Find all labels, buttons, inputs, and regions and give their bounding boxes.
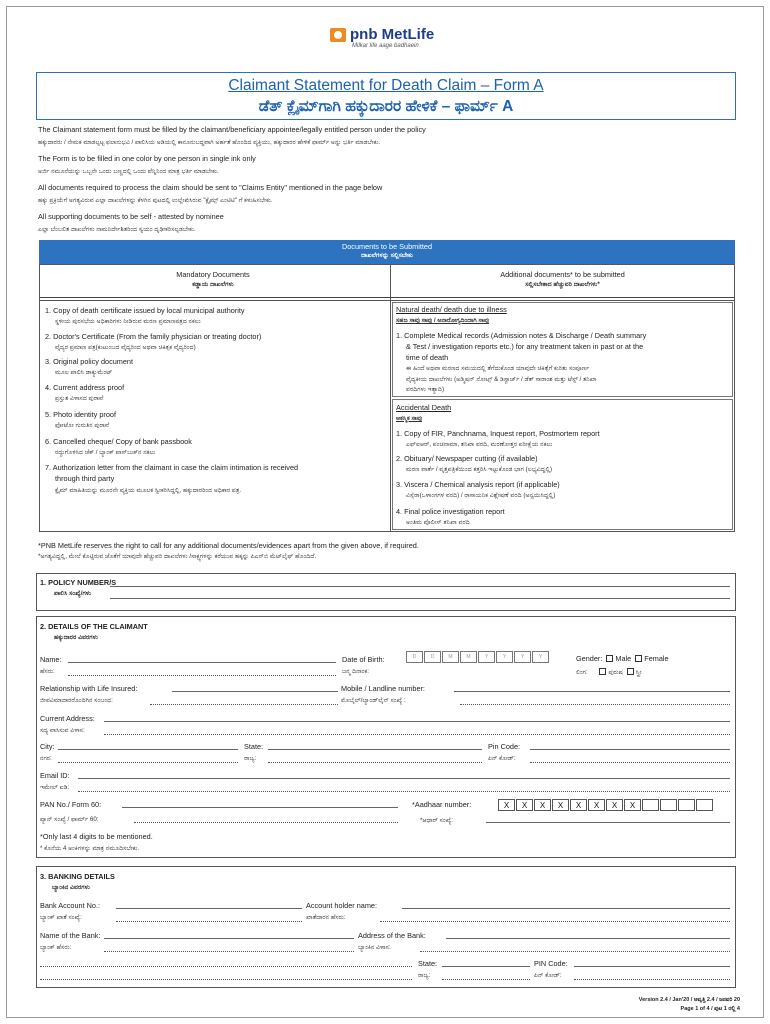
form-title-english: Claimant Statement for Death Claim – Form A <box>228 77 544 94</box>
instruction-2-kn: ಅರ್ಜಿ ನಮೂನೆಯನ್ನು ಒಬ್ಬನೇ ಒಂದು ಬಣ್ಣದಲ್ಲಿ ಒಂದು ಪೆನ್ನಿನಿಂದ ಮಾತ್ರ ಭರ್ತಿ ಮಾಡಬೇಕು. <box>38 168 219 175</box>
male-checkbox[interactable] <box>606 655 613 662</box>
gender-row-kn <box>576 668 642 677</box>
bank-address-label-kn: ಬ್ಯಾಂಕಿನ ವಿಳಾಸ: <box>358 944 391 951</box>
bank-address-extra-line-2[interactable] <box>40 979 412 980</box>
natural-doc-1-en: 1. Complete Medical records (Admission notes & Discharge / Death summary <box>396 331 647 340</box>
aadhaar-box-1: X <box>498 799 515 811</box>
aadhaar-note-en: *Only last 4 digits to be mentioned. <box>40 832 153 841</box>
relationship-label-en: Relationship with Life Insured: <box>40 684 138 693</box>
dob-box-d2[interactable]: D <box>424 651 441 663</box>
claimant-name-label-en: Name: <box>40 655 62 664</box>
mandatory-doc-4-en: 4. Current address proof <box>45 383 125 392</box>
holder-kn-input[interactable] <box>380 921 730 922</box>
aadhaar-note-kn: * ಕೊನೆಯ 4 ಅಂಕಿಗಳನ್ನು ಮಾತ್ರ ನಮೂದಿಸಬೇಕು. <box>40 845 140 852</box>
mobile-label-kn: ಮೊಬೈಲ್/ಲ್ಯಾಂಡ್‌ಲೈನ್ ಸಂಖ್ಯೆ : <box>341 697 406 704</box>
brand-logo <box>330 26 434 43</box>
female-checkbox[interactable] <box>635 655 642 662</box>
natural-doc-1-en-cont: & Test / investigation reports etc.) for any treatment taken in past or at the <box>406 342 644 351</box>
male-label-en: Male <box>615 654 632 663</box>
instruction-1-kn: ಹಕ್ಕುದಾರರು / ನೇಮಕ ಮಾಡಲ್ಪಟ್ಟ ಫಲಾನುಭವಿ / ಪಾಲಿಸಿಯ ಅಡಿಯಲ್ಲಿ ಕಾನೂನುಬದ್ಧವಾಗಿ ಅರ್ಹತೆ ಹೊಂದಿದ ವ್ಯಕ್ತಿಯು, ಹಕ್ಕುದಾರರ ಹೇಳಿಕೆ ಫಾರ್ಮ್ ಅನ್ನು ಭರ್ತಿ ಮಾಡಬೇಕು. <box>38 139 381 146</box>
aadhaar-label-kn: *ಆಧಾರ್ ಸಂಖ್ಯೆ: <box>420 817 454 824</box>
bank-name-input[interactable] <box>104 938 354 939</box>
relationship-kn-input[interactable] <box>150 704 338 705</box>
address-kn-input[interactable] <box>104 734 730 735</box>
female-label-kn: ಸ್ತ್ರೀ <box>635 669 642 676</box>
dob-box-d1[interactable]: D <box>406 651 423 663</box>
mandatory-doc-3-kn: ಮೂಲ ಪಾಲಿಸಿ ಡಾಕ್ಯುಮೆಂಟ್ <box>55 369 113 376</box>
state-label-kn: ರಾಜ್ಯ: <box>244 755 257 762</box>
pin-label-en: Pin Code: <box>488 742 521 751</box>
accidental-doc-1-en: 1. Copy of FIR, Panchnama, Inquest report, Postmortem report <box>396 429 600 438</box>
accidental-doc-3-kn: ವಿಸ್ಸೆರಾ(ಒಳಾಂಗಗಳ ವರದಿ) / ರಾಸಾಯನಿಕ ವಿಶ್ಲೇಷಣೆ ವರದಿ (ಅನ್ವಯಿಸಿದ್ದಲ್ಲಿ) <box>406 492 556 499</box>
account-no-label-kn: ಬ್ಯಾಂಕ್ ಖಾತೆ ಸಂಖ್ಯೆ: <box>40 914 82 921</box>
accidental-doc-4-en: 4. Final police investigation report <box>396 507 505 516</box>
natural-death-title-en: Natural death/ death due to illness <box>396 305 507 314</box>
aadhaar-input-boxes[interactable] <box>498 799 714 811</box>
instruction-3-en: All documents required to process the claim should be sent to "Claims Entity" mentioned in the page below <box>38 183 383 192</box>
bank-address-label-en: Address of the Bank: <box>358 931 426 940</box>
bank-name-label-en: Name of the Bank: <box>40 931 101 940</box>
aadhaar-box-9[interactable] <box>642 799 659 811</box>
dob-box-y3[interactable]: Y <box>514 651 531 663</box>
state-label-en: State: <box>244 742 264 751</box>
mandatory-doc-3-en: 3. Original policy document <box>45 357 134 366</box>
relationship-label-kn: ಜೀವವಿಮಾದಾರರೊಂದಿಗಿನ ಸಂಬಂಧ: <box>40 697 113 704</box>
claimant-name-label-kn: ಹೆಸರು: <box>40 668 55 675</box>
natural-death-title-kn: ಸಹಜ ಸಾವು ಸಾವು / ಅನಾರೋಗ್ಯದಿಂದಾಗಿ ಸಾವು <box>396 317 490 324</box>
additional-docs-note-en: *PNB MetLife reserves the right to call for any additional documents/evidences apart from the given above, if required. <box>38 541 419 550</box>
bank-address-extra-line-1[interactable] <box>40 966 412 967</box>
footer-version: Version 2.4 / Jan'20 / ಆವೃತ್ತಿ 2.4 / ಜನವರಿ 20 <box>638 997 740 1003</box>
aadhaar-box-5: X <box>570 799 587 811</box>
natural-doc-1-kn-cont2: ವರದಿಗಳು ಇತ್ಯಾದಿ) <box>406 386 445 393</box>
pnb-logo-icon <box>330 28 346 42</box>
natural-doc-1-kn-cont: ವೈದ್ಯಕೀಯ ದಾಖಲೆಗಳು (ಅಡ್ಮಿಷನ್ ನೋಟ್ಸ್ & ಡಿಸ್ಚಾರ್ಜ್ / ಡೆತ್ ಸಾರಾಂಶ ಮತ್ತು ಟೆಸ್ಟ್ / ತನಿಖಾ <box>406 376 597 383</box>
additional-title-kn: ಸಲ್ಲಿಸಬೇಕಾದ ಹೆಚ್ಚುವರಿ ದಾಖಲೆಗಳು* <box>525 281 600 288</box>
male-label-kn: ಪುರುಷ <box>608 669 623 676</box>
documents-column-divider <box>390 265 391 531</box>
mobile-kn-input[interactable] <box>460 704 730 705</box>
pin-input[interactable] <box>530 749 730 750</box>
aadhaar-box-8: X <box>624 799 641 811</box>
natural-doc-1-en-cont2: time of death <box>406 353 449 362</box>
bank-pin-kn-input[interactable] <box>574 979 730 980</box>
aadhaar-box-12[interactable] <box>696 799 713 811</box>
banking-title-kn: ಬ್ಯಾಂಕಿನ ವಿವರಗಳು <box>52 884 90 891</box>
pan-kn-input[interactable] <box>134 822 398 823</box>
dob-box-m1[interactable]: M <box>442 651 459 663</box>
mandatory-doc-1-kn: ಸ್ಥಳೀಯ ಪುರಸಭೆಯ ಅಧಿಕಾರಿಗಳು ನೀಡಿರುವ ಮರಣ ಪ್ರಮಾಣಪತ್ರದ ನಕಲು <box>55 318 201 325</box>
state-input[interactable] <box>268 749 482 750</box>
city-input[interactable] <box>58 749 238 750</box>
policy-number-input-line2[interactable] <box>110 598 730 599</box>
instruction-1-en: The Claimant statement form must be filled by the claimant/beneficiary appointee/legally entitled person under the policy <box>38 125 426 134</box>
footer-page-number: Page 1 of 4 / ಪುಟ 1 ರಲ್ಲಿ 4 <box>680 1006 740 1012</box>
address-input[interactable] <box>104 721 730 722</box>
address-label-en: Current Address: <box>40 714 95 723</box>
mandatory-doc-4-kn: ಪ್ರಸ್ತುತ ವಿಳಾಸದ ಪುರಾವೆ <box>55 395 104 402</box>
additional-docs-note-kn: *ಅಗತ್ಯವಿದ್ದಲ್ಲಿ, ಮೇಲೆ ಕೊಟ್ಟಿರುವ ಜೊತೆಗೆ ಯಾವುದೇ ಹೆಚ್ಚುವರಿ ದಾಖಲೆಗಳು /ಸಾಕ್ಷ್ಯಗಳನ್ನು ಕರೆಯುವ ಹಕ್ಕನ್ನು ಪಿಎನ್‌ಬಿ ಮೆಟ್‌ಲೈಫ್ ಹೊಂದಿದೆ. <box>38 553 317 560</box>
additional-title-en: Additional documents* to be submitted <box>500 270 625 279</box>
mandatory-doc-2-en: 2. Doctor's Certificate (From the family physician or treating doctor) <box>45 332 262 341</box>
bank-address-input[interactable] <box>446 938 730 939</box>
form-title-kannada: ಡೆತ್ ಕ್ಲೈಮ್‌ಗಾಗಿ ಹಕ್ಕುದಾರರ ಹೇಳಿಕೆ – ಫಾರ್ಮ್ A <box>258 98 514 115</box>
accidental-title-en: Accidental Death <box>396 403 452 412</box>
dob-label-en: Date of Birth: <box>342 655 385 664</box>
bank-pin-label-kn: ಪಿನ್ ಕೋಡ್: <box>534 972 562 979</box>
aadhaar-box-4: X <box>552 799 569 811</box>
mandatory-doc-7-en: 7. Authorization letter from the claimant in case the claim intimation is received <box>45 463 299 472</box>
mandatory-title-en: Mandatory Documents <box>176 270 250 279</box>
holder-input[interactable] <box>402 908 730 909</box>
aadhaar-label-en: *Aadhaar number: <box>412 800 472 809</box>
dob-label-kn: ಜನ್ಮ ದಿನಾಂಕ: <box>342 668 370 675</box>
instruction-4-kn: ಎಲ್ಲಾ ಬೆಂಬಲಿತ ದಾಖಲೆಗಳು ನಾಮನಿರ್ದೇಶಿತರಿಂದ ಸ್ವಯಂ ದೃಢೀಕರಿಸಲ್ಪಡಬೇಕು. <box>38 226 196 233</box>
claimant-section-title-kn: ಹಕ್ಕುದಾರರ ವಿವರಗಳು <box>54 634 98 641</box>
accidental-doc-3-en: 3. Viscera / Chemical analysis report (if applicable) <box>396 480 560 489</box>
address-label-kn: ಸದ್ಯ ವಾಸಿಸುವ ವಿಳಾಸ: <box>40 727 85 734</box>
aadhaar-box-3: X <box>534 799 551 811</box>
form-title-box <box>36 72 736 120</box>
policy-number-input[interactable] <box>110 586 730 587</box>
aadhaar-box-11[interactable] <box>678 799 695 811</box>
mandatory-doc-2-kn: ವೈದ್ಯರ ಪ್ರಮಾಣ ಪತ್ರ(ಕುಟುಂಬದ ವೈದ್ಯರಿಂದ ಅಥವಾ ಚಿಕಿತ್ಸಕ ವೈದ್ಯರಿಂದ) <box>55 344 196 351</box>
instruction-2-en: The Form is to be filled in one color by one person in single ink only <box>38 154 256 163</box>
holder-label-en: Account holder name: <box>306 901 377 910</box>
logo-text: pnb MetLife <box>350 26 435 43</box>
mandatory-doc-5-en: 5. Photo identity proof <box>45 410 116 419</box>
bank-address-kn-input[interactable] <box>420 951 730 952</box>
claimant-section-title-en: 2. DETAILS OF THE CLAIMANT <box>40 622 148 631</box>
mandatory-doc-7-kn: ಕ್ಲೈಮ್ ಮಾಹಿತಿಯನ್ನು ಮೂರನೇ ವ್ಯಕ್ತಿಯ ಮೂಲಕ ಸ್ವೀಕರಿಸಿದ್ದಲ್ಲಿ, ಹಕ್ಕುದಾರರಿಂದ ಅಧಿಕಾರ ಪತ್ರ. <box>55 487 242 494</box>
city-label-en: City: <box>40 742 55 751</box>
bank-state-input[interactable] <box>442 966 530 967</box>
dob-input-boxes[interactable] <box>406 651 550 663</box>
natural-doc-1-kn: ಈ ಹಿಂದೆ ಅಥವಾ ಮರಣದ ಸಮಯದಲ್ಲಿ ತೆಗೆದುಕೊಂಡ ಯಾವುದೇ ಚಿಕಿತ್ಸೆಗೆ ಕುರಿತು ಸಂಪೂರ್ಣ <box>406 365 590 372</box>
mandatory-title-kn: ಕಡ್ಡಾಯ ದಾಖಲೆಗಳು <box>192 281 234 288</box>
aadhaar-box-2: X <box>516 799 533 811</box>
policy-number-label-en: 1. POLICY NUMBER/S <box>40 578 117 587</box>
bank-state-kn-input[interactable] <box>442 979 530 980</box>
documents-header-rule <box>40 297 734 298</box>
pan-label-en: PAN No./ Form 60: <box>40 800 102 809</box>
documents-header-kn: ದಾಖಲೆಗಳನ್ನು ಸಲ್ಲಿಸಬೇಕು <box>361 252 413 259</box>
account-no-kn-input[interactable] <box>116 921 302 922</box>
holder-label-kn: ಖಾತೆದಾರನ ಹೆಸರು: <box>306 914 346 921</box>
dob-box-y1[interactable]: Y <box>478 651 495 663</box>
mandatory-doc-7-en-cont: through third party <box>55 474 115 483</box>
dob-box-m2[interactable]: M <box>460 651 477 663</box>
aadhaar-box-10[interactable] <box>660 799 677 811</box>
relationship-input[interactable] <box>172 691 338 692</box>
claimant-name-kn-input[interactable] <box>68 675 336 676</box>
accidental-doc-2-en: 2. Obituary/ Newspaper cutting (if available) <box>396 454 538 463</box>
mobile-label-en: Mobile / Landline number: <box>341 684 425 693</box>
policy-number-label-kn: ಪಾಲಿಸಿ ಸಂಖ್ಯೆ/ಗಳು <box>54 590 92 597</box>
aadhaar-box-6: X <box>588 799 605 811</box>
dob-box-y2[interactable]: Y <box>496 651 513 663</box>
city-label-kn: ನಗರ: <box>40 755 52 762</box>
bank-state-label-kn: ರಾಜ್ಯ: <box>418 972 431 979</box>
bank-pin-label-en: PIN Code: <box>534 959 568 968</box>
instruction-3-kn: ಹಕ್ಕು ಪ್ರಕ್ರಿಯೆಗೆ ಅಗತ್ಯವಿರುವ ಎಲ್ಲಾ ದಾಖಲೆಗಳನ್ನು ಕೆಳಗಿನ ಪುಟದಲ್ಲಿ ಉಲ್ಲೇಖಿಸಿರುವ "ಕ್ಲೈಮ್ಸ್ ಎಂಟಿಟಿ" ಗೆ ಕಳುಹಿಸಬೇಕು. <box>38 197 273 204</box>
accidental-doc-1-kn: ಎಫ್ಐಆರ್, ಪಂಚನಾಮಾ, ತನಿಖಾ ವರದಿ, ಮರಣೋತ್ತರ ಪರೀಕ್ಷೆಯ ನಕಲು <box>406 441 553 448</box>
aadhaar-kn-input[interactable] <box>486 822 730 823</box>
bank-pin-input[interactable] <box>574 966 730 967</box>
male-checkbox-kn[interactable] <box>599 668 606 675</box>
account-no-label-en: Bank Account No.: <box>40 901 101 910</box>
email-input[interactable] <box>78 778 730 779</box>
mandatory-doc-6-en: 6. Cancelled cheque/ Copy of bank passbook <box>45 437 192 446</box>
mandatory-doc-6-kn: ರದ್ದುಗೊಳಿಸಿದ ಚೆಕ್ / ಬ್ಯಾಂಕ್ ಪಾಸ್‌ಬುಕ್‌ನ ನಕಲು <box>55 449 156 456</box>
accidental-title-kn: ಆಕಸ್ಮಿಕ ಸಾವು <box>396 415 423 422</box>
accidental-doc-2-kn: ಮರಣ ವಾರ್ತೆ / ವೃತ್ತಪತ್ರಿಕೆಯಿಂದ ಕತ್ತರಿಸಿ ಇಟ್ಟುಕೊಂಡ ಭಾಗ (ಲಭ್ಯವಿದ್ದಲ್ಲಿ) <box>406 466 553 473</box>
gender-label-en: Gender: <box>576 654 603 663</box>
female-label-en: Female <box>644 654 669 663</box>
dob-box-y4[interactable]: Y <box>532 651 549 663</box>
bank-name-kn-input[interactable] <box>104 951 354 952</box>
female-checkbox-kn[interactable] <box>627 668 634 675</box>
documents-header <box>39 240 735 264</box>
pan-label-kn: ಪ್ಯಾನ್ ಸಂಖ್ಯೆ / ಫಾರ್ಮ್ 60: <box>40 816 99 823</box>
claimant-name-input[interactable] <box>68 662 336 663</box>
email-label-kn: ಇಮೇಲ್ ಐಡಿ: <box>40 784 70 791</box>
mandatory-doc-1-en: 1. Copy of death certificate issued by local municipal authority <box>45 306 245 315</box>
pan-input[interactable] <box>122 807 398 808</box>
account-no-input[interactable] <box>116 908 302 909</box>
banking-title-en: 3. BANKING DETAILS <box>40 872 115 881</box>
bank-state-label-en: State: <box>418 959 438 968</box>
aadhaar-box-7: X <box>606 799 623 811</box>
state-kn-input[interactable] <box>268 762 482 763</box>
city-kn-input[interactable] <box>58 762 238 763</box>
instruction-4-en: All supporting documents to be self - attested by nominee <box>38 212 224 221</box>
brand-tagline: Milkar life aage badhaein <box>352 43 419 49</box>
bank-name-label-kn: ಬ್ಯಾಂಕ್ ಹೆಸರು: <box>40 944 72 951</box>
gender-row-en <box>576 654 669 663</box>
gender-label-kn: ಲಿಂಗ: <box>576 669 588 676</box>
mobile-input[interactable] <box>454 691 730 692</box>
email-label-en: Email ID: <box>40 771 70 780</box>
policy-number-section <box>36 573 736 611</box>
banking-details-section <box>36 866 736 988</box>
accidental-doc-4-kn: ಅಂತಿಮ ಪೊಲೀಸ್ ತನಿಖಾ ವರದಿ <box>406 519 470 526</box>
pin-kn-input[interactable] <box>530 762 730 763</box>
documents-header-en: Documents to be Submitted <box>341 242 433 251</box>
email-kn-input[interactable] <box>78 791 730 792</box>
mandatory-doc-5-kn: ಫೋಟೋ ಗುರುತಿನ ಪುರಾವೆ <box>55 422 110 429</box>
pin-label-kn: ಪಿನ್ ಕೋಡ್: <box>488 755 516 762</box>
